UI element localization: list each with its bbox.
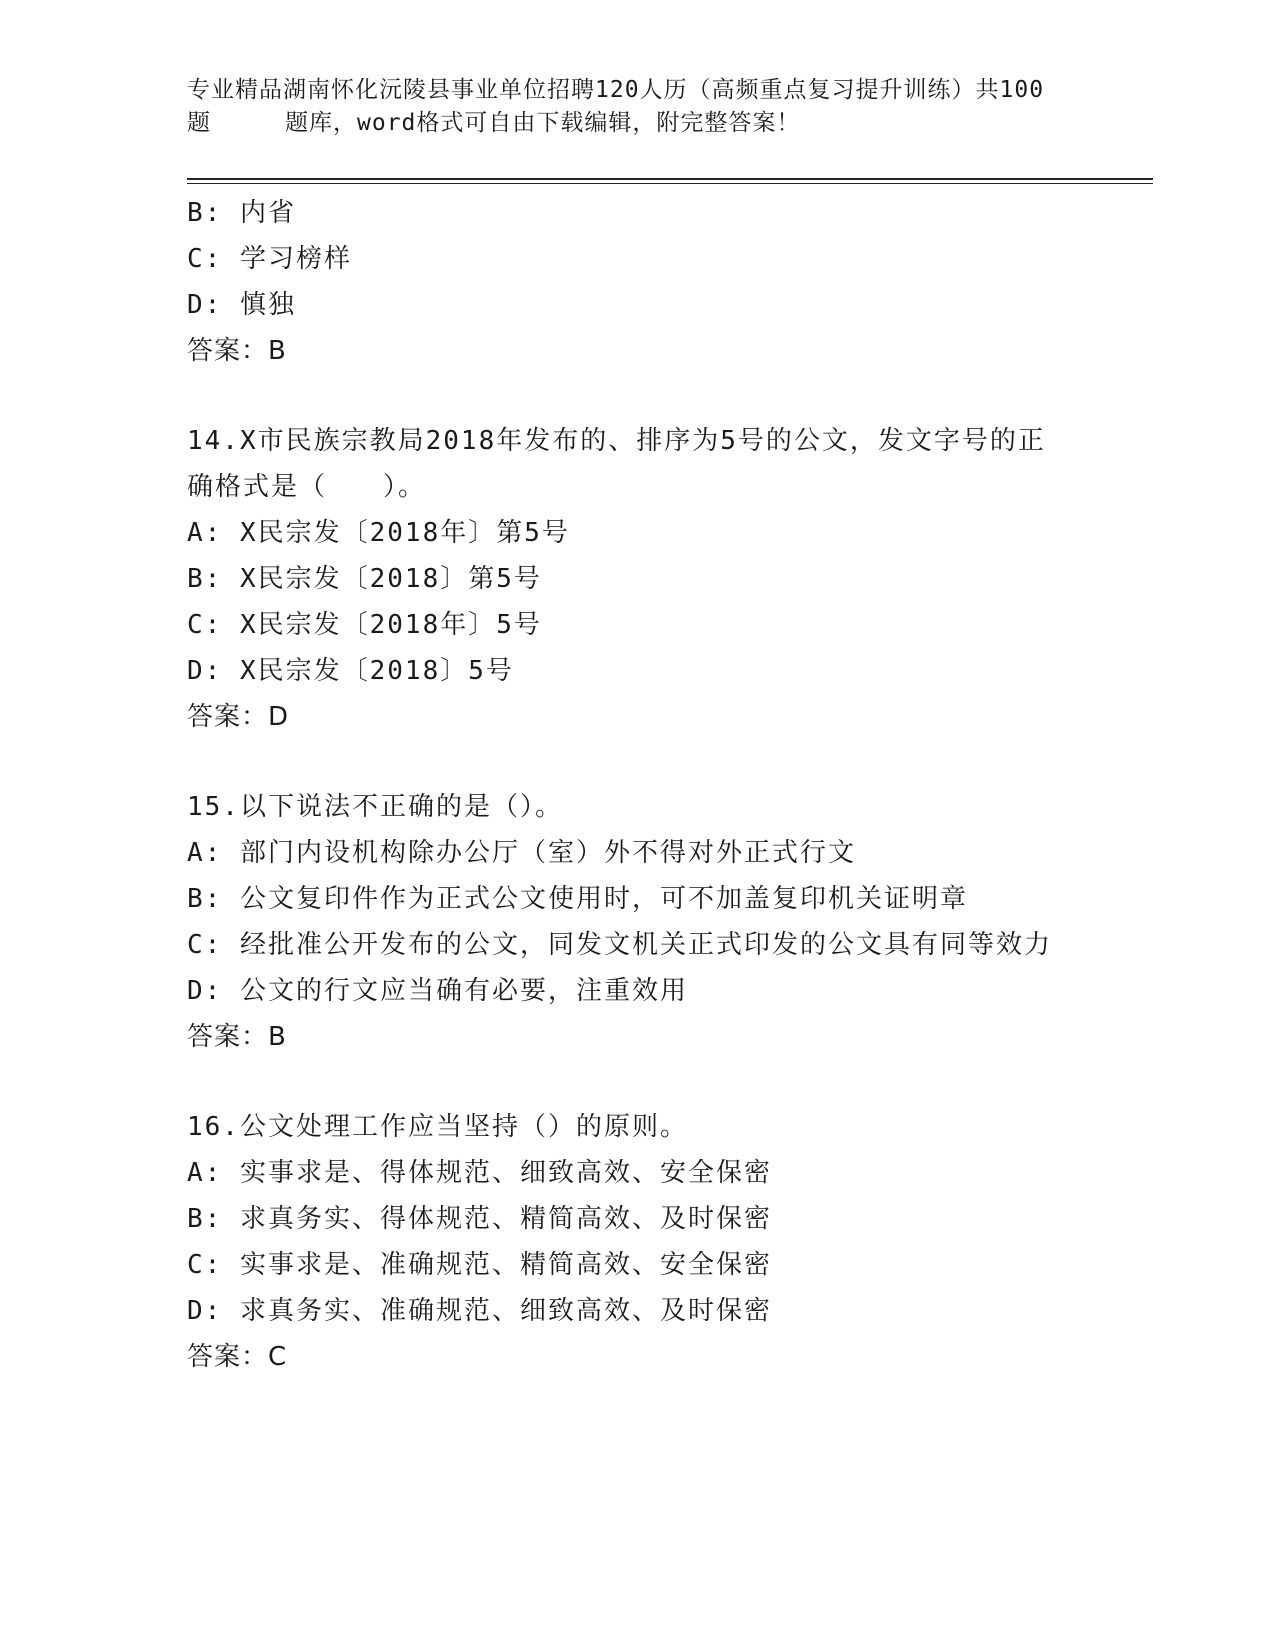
option-a: A: 部门内设机构除办公厅（室）外不得对外正式行文 bbox=[187, 838, 856, 868]
page-header bbox=[187, 74, 1087, 140]
header-title-line2-head: 题 bbox=[187, 110, 211, 136]
option-d: D: 求真务实、准确规范、细致高效、及时保密 bbox=[187, 1296, 772, 1326]
answer-line: 答案：B bbox=[187, 1022, 287, 1052]
question-block-16 bbox=[187, 1104, 1147, 1380]
header-title-line2-tail: 题库，word格式可自由下载编辑，附完整答案！ bbox=[285, 110, 801, 136]
option-d: D: 公文的行文应当确有必要，注重效用 bbox=[187, 976, 688, 1006]
question-block-14 bbox=[187, 418, 1147, 740]
option-c: C: 学习榜样 bbox=[187, 244, 352, 274]
option-b: B: 公文复印件作为正式公文使用时，可不加盖复印机关证明章 bbox=[187, 884, 968, 914]
answer-line: 答案：D bbox=[187, 702, 290, 732]
option-c: C: 实事求是、准确规范、精简高效、安全保密 bbox=[187, 1250, 772, 1280]
question-spacer bbox=[187, 740, 1147, 784]
option-b: B: 内省 bbox=[187, 198, 296, 228]
option-d: D: X民宗发〔2018〕5号 bbox=[187, 656, 514, 686]
option-c: C: 经批准公开发布的公文，同发文机关正式印发的公文具有同等效力 bbox=[187, 930, 1052, 960]
header-title-line1: 专业精品湖南怀化沅陵县事业单位招聘120人历（高频重点复习提升训练）共100 bbox=[187, 77, 1045, 103]
header-title-line2 bbox=[187, 107, 1087, 140]
option-b: B: X民宗发〔2018〕第5号 bbox=[187, 564, 542, 594]
option-b: B: 求真务实、得体规范、精简高效、及时保密 bbox=[187, 1204, 772, 1234]
question-stem-continued: 确格式是（ ）。 bbox=[187, 472, 427, 502]
question-block-13 bbox=[187, 190, 1147, 374]
answer-line: 答案：C bbox=[187, 1342, 288, 1372]
question-stem: 16.公文处理工作应当坚持（）的原则。 bbox=[187, 1112, 688, 1142]
question-stem: 14.X市民族宗教局2018年发布的、排序为5号的公文，发文字号的正 bbox=[187, 426, 1046, 456]
question-stem: 15.以下说法不正确的是（）。 bbox=[187, 792, 563, 822]
question-block-15 bbox=[187, 784, 1147, 1060]
header-divider-thick bbox=[187, 178, 1153, 180]
option-a: A: 实事求是、得体规范、细致高效、安全保密 bbox=[187, 1158, 772, 1188]
option-c: C: X民宗发〔2018年〕5号 bbox=[187, 610, 542, 640]
question-spacer bbox=[187, 374, 1147, 418]
option-a: A: X民宗发〔2018年〕第5号 bbox=[187, 518, 570, 548]
header-divider-thin bbox=[187, 183, 1153, 184]
option-d: D: 慎独 bbox=[187, 290, 296, 320]
answer-line: 答案：B bbox=[187, 336, 287, 366]
question-list bbox=[187, 190, 1147, 1380]
question-spacer bbox=[187, 1060, 1147, 1104]
